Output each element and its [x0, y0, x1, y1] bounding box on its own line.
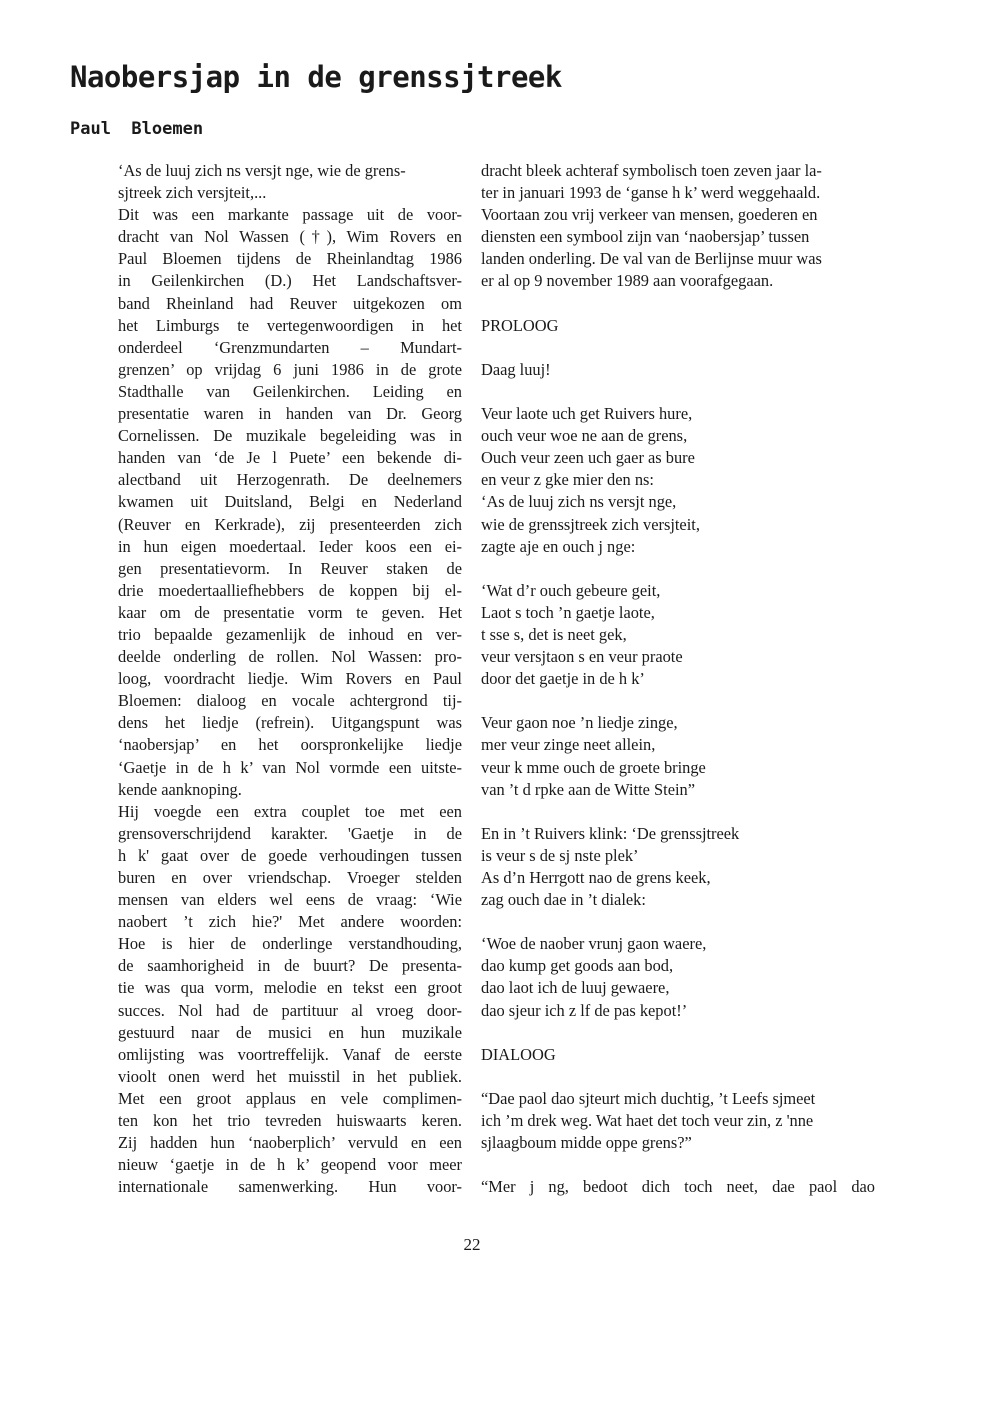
text-line: en veur z gke mier den ns:	[481, 470, 654, 490]
text-line: dao kump get goods aan bod,	[481, 956, 674, 976]
blank-line	[481, 1066, 875, 1088]
text-line: Laot s toch ’n gaetje laote,	[481, 602, 655, 622]
text-line: “Mer j ng, bedoot dich toch neet, dae paol dao	[481, 1177, 875, 1197]
text-line: nieuw ‘gaetje in de h k’ geopend voor meer	[118, 1155, 462, 1175]
text-line: Zij hadden hun ‘naoberplich’ vervuld en een	[118, 1133, 462, 1153]
text-line: diensten een symbool zijn van ‘naobersjap’ tussen	[481, 227, 810, 247]
blank-line	[481, 911, 875, 933]
text-line: ‘naobersjap’ en het oorspronkelijke liedje	[118, 735, 462, 755]
text-line: alectband uit Herzogenrath. De deelnemers	[118, 470, 462, 490]
text-line: is veur s de sj nste plek’	[481, 845, 639, 865]
text-line: succes. Nol had de partituur al vroeg door-	[118, 1000, 462, 1020]
text-line: “Dae paol dao sjteurt mich duchtig, ’t Leefs sjmeet	[481, 1088, 816, 1108]
text-line: Met een groot applaus en vele complimen-	[118, 1088, 462, 1108]
article-title: Naobersjap in de grenssjtreek	[70, 60, 562, 94]
text-line: Voortaan zou vrij verkeer van mensen, goederen en	[481, 205, 818, 225]
text-line: dens het liedje (refrein). Uitgangspunt was	[118, 713, 462, 733]
text-line: Veur gaon noe ’n liedje zinge,	[481, 713, 678, 733]
text-line: dao sjeur ich z lf de pas kepot!’	[481, 1000, 688, 1020]
text-line: onderdeel ‘Grenzmundarten – Mundart-	[118, 337, 462, 357]
blank-line	[481, 337, 875, 359]
text-line: mensen van elders wel eens de vraag: ‘Wie	[118, 890, 462, 910]
text-line: En in ’t Ruivers klink: ‘De grenssjtreek	[481, 823, 740, 843]
text-line: ‘Wat d’r ouch gebeure geit,	[481, 580, 661, 600]
text-line: DIALOOG	[481, 1044, 556, 1064]
text-line: veur k mme ouch de groete bringe	[481, 757, 706, 777]
text-line: wie de grenssjtreek zich versjteit,	[481, 514, 700, 534]
text-line: Cornelissen. De muzikale begeleiding was in	[118, 426, 462, 446]
text-line: sjtreek zich versjteit,...	[118, 183, 267, 203]
text-line: deelde onderling de rollen. Nol Wassen: pro-	[118, 647, 462, 667]
text-line: ter in januari 1993 de ‘ganse h k’ werd weggehaald.	[481, 183, 821, 203]
text-line: gen presentatievorm. In Reuver staken de	[118, 558, 462, 578]
text-line: ten kon het trio tevreden huiswaarts keren.	[118, 1111, 462, 1131]
text-line: ‘Woe de naober vrunj gaon waere,	[481, 934, 707, 954]
article-author: Paul Bloemen	[70, 119, 204, 139]
text-line: ‘Gaetje in de h k’ van Nol vormde een uitste-	[118, 757, 462, 777]
text-line: t sse s, det is neet gek,	[481, 624, 627, 644]
text-line: dracht bleek achteraf symbolisch toen zeven jaar la-	[481, 161, 822, 180]
text-line: buren en over vriendschap. Vroeger stelden	[118, 868, 462, 887]
text-line: kende aanknoping.	[118, 779, 242, 799]
page-number: 22	[463, 1235, 481, 1254]
text-line: mer veur zinge neet allein,	[481, 735, 656, 755]
text-line: omlijsting was voortreffelijk. Vanaf de eerste	[118, 1044, 462, 1064]
text-line: handen van ‘de Je l Puete’ een bekende di-	[118, 448, 462, 468]
blank-line	[481, 293, 875, 315]
text-line: As d’n Herrgott nao de grens keek,	[481, 868, 711, 887]
blank-line	[481, 381, 875, 403]
right-column	[481, 160, 875, 1198]
text-line: Hij voegde een extra couplet toe met een	[118, 801, 462, 821]
text-line: grensoverschrijdend karakter. 'Gaetje in de	[118, 823, 462, 843]
text-line: de saamhorigheid in de buurt? De presenta-	[118, 956, 462, 976]
text-line: landen onderling. De val van de Berlijnse muur was	[481, 249, 822, 269]
text-line: van ’t d rpke aan de Witte Stein”	[481, 779, 696, 799]
blank-line	[481, 1154, 875, 1176]
text-line: dao laot ich de luuj gewaere,	[481, 978, 670, 998]
blank-line	[481, 1022, 875, 1044]
text-line: ‘As de luuj zich ns versjt nge, wie de grens-	[118, 161, 406, 180]
blank-line	[481, 558, 875, 580]
text-line: zagte aje en ouch j nge:	[481, 536, 636, 556]
text-line: band Rheinland had Reuver uitgekozen om	[118, 293, 462, 313]
text-line: trio bepaalde gezamenlijk de inhoud en ver-	[118, 624, 462, 644]
text-line: PROLOOG	[481, 315, 559, 335]
text-line: (Reuver en Kerkrade), zij presenteerden zich	[118, 514, 462, 534]
text-line: door det gaetje in de h k’	[481, 669, 645, 689]
text-line: Daag luuj!	[481, 359, 551, 379]
text-line: Ouch veur zeen uch gaer as bure	[481, 448, 695, 468]
text-line: Veur laote uch get Ruivers hure,	[481, 404, 693, 424]
text-line: presentatie waren in handen van Dr. Georg	[118, 404, 462, 424]
text-line: ‘As de luuj zich ns versjt nge,	[481, 492, 677, 512]
text-line: naobert ’t zich hie?' Met andere woorden:	[118, 912, 462, 932]
text-line: sjlaagboum midde oppe grens?”	[481, 1133, 692, 1153]
text-line: ich ’m drek weg. Wat haet det toch veur zin, z 'nne	[481, 1111, 814, 1131]
text-line: zag ouch dae in ’t dialek:	[481, 890, 646, 910]
text-line: internationale samenwerking. Hun voor-	[118, 1177, 462, 1197]
text-line: Paul Bloemen tijdens de Rheinlandtag 1986	[118, 249, 462, 269]
text-line: in Geilenkirchen (D.) Het Landschaftsver-	[118, 271, 462, 291]
text-line: in hun eigen moedertaal. Ieder koos een ei-	[118, 536, 462, 556]
text-line: het Limburgs te vertegenwoordigen in het	[118, 315, 462, 335]
text-line: Hoe is hier de onderlinge verstandhouding,	[118, 934, 462, 954]
text-line: Dit was een markante passage uit de voor-	[118, 205, 462, 225]
left-column	[118, 160, 462, 1198]
text-line: drie moedertaalliefhebbers de koppen bij el-	[118, 580, 462, 600]
text-line: h k' gaat over de goede verhoudingen tussen	[118, 845, 462, 865]
text-line: Stadthalle van Geilenkirchen. Leiding en	[118, 381, 462, 401]
text-line: loog, voordracht liedje. Wim Rovers en Paul	[118, 669, 462, 689]
text-line: gestuurd naar de musici en hun muzikale	[118, 1022, 462, 1042]
text-line: kaar om de presentatie vorm te geven. Het	[118, 602, 462, 622]
text-line: ouch veur woe ne aan de grens,	[481, 426, 688, 446]
text-line: vioolt onen werd het muisstil in het publiek.	[118, 1066, 462, 1086]
text-line: er al op 9 november 1989 aan voorafgegaan.	[481, 271, 774, 291]
text-line: veur versjtaon s en veur praote	[481, 647, 683, 667]
text-line: kwamen uit Duitsland, Belgi en Nederland	[118, 492, 462, 512]
text-line: dracht van Nol Wassen (†), Wim Rovers en	[118, 227, 462, 247]
text-line: Bloemen: dialoog en vocale achtergrond tij-	[118, 691, 462, 711]
text-line: tie was qua vorm, melodie en tekst een groot	[118, 978, 462, 998]
blank-line	[481, 801, 875, 823]
blank-line	[481, 690, 875, 712]
text-line: grenzen’ op vrijdag 6 juni 1986 in de grote	[118, 359, 462, 379]
